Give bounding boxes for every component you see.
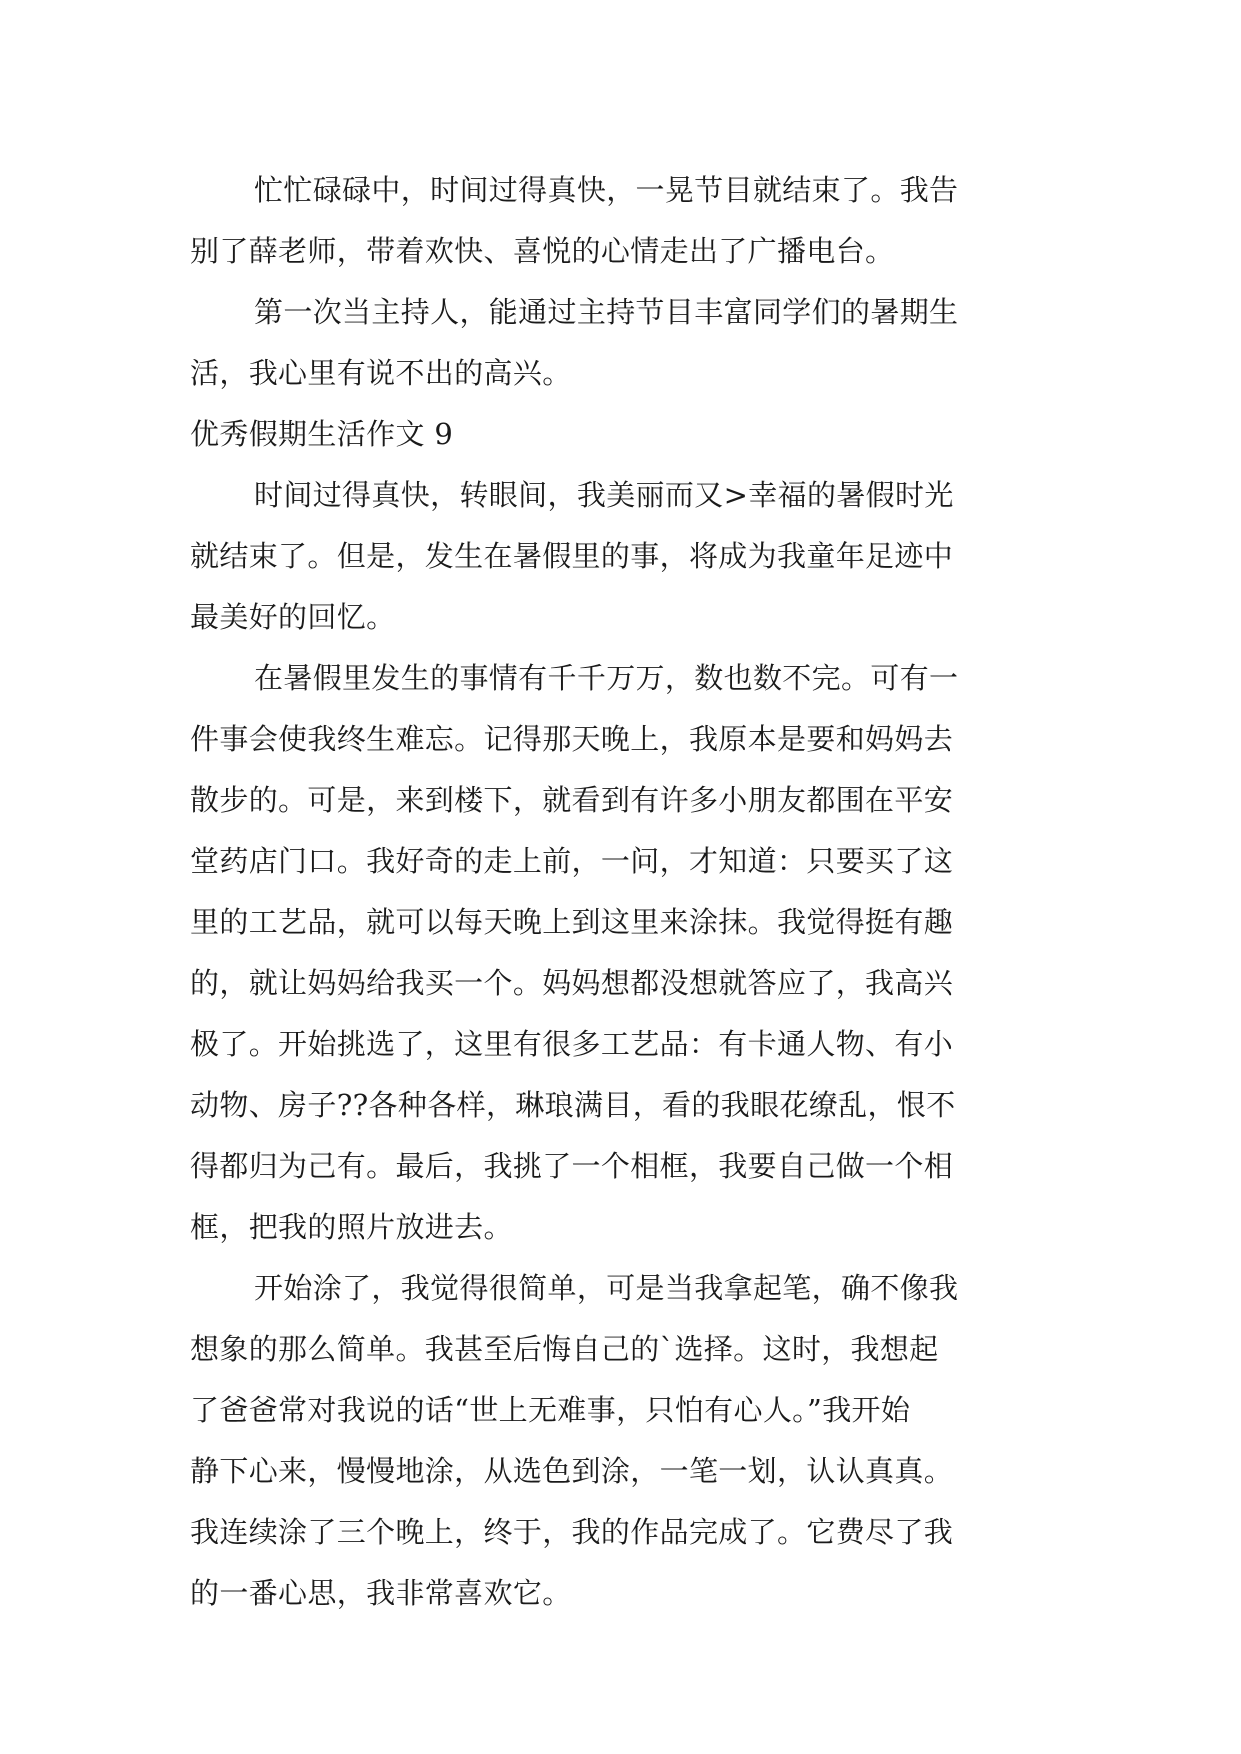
paragraph-line: 第一次当主持人，能通过主持节目丰富同学们的暑期生 — [254, 295, 959, 329]
paragraph-line: 忙忙碌碌中，时间过得真快，一晃节目就结束了。我告 — [254, 173, 959, 207]
paragraph-line: 件事会使我终生难忘。记得那天晚上，我原本是要和妈妈去 — [190, 722, 954, 756]
paragraph-line: 极了。开始挑选了，这里有很多工艺品：有卡通人物、有小 — [190, 1027, 954, 1061]
paragraph-line: 框，把我的照片放进去。 — [190, 1210, 513, 1244]
paragraph-line: 时间过得真快，转眼间，我美丽而又>幸福的暑假时光 — [254, 478, 954, 512]
paragraph-line: 开始涂了，我觉得很简单，可是当我拿起笔，确不像我 — [254, 1271, 959, 1305]
paragraph-line: 想象的那么简单。我甚至后悔自己的`选择。这时，我想起 — [190, 1332, 939, 1366]
paragraph-line: 里的工艺品，就可以每天晚上到这里来涂抹。我觉得挺有趣 — [190, 905, 954, 939]
paragraph-line: 就结束了。但是，发生在暑假里的事，将成为我童年足迹中 — [190, 539, 954, 573]
paragraph-line: 得都归为己有。最后，我挑了一个相框，我要自己做一个相 — [190, 1149, 954, 1183]
paragraph-line: 静下心来，慢慢地涂，从选色到涂，一笔一划，认认真真。 — [190, 1454, 954, 1488]
document-body — [190, 160, 1080, 1624]
paragraph-line: 散步的。可是，来到楼下，就看到有许多小朋友都围在平安 — [190, 783, 954, 817]
paragraph-line: 动物、房子??各种各样，琳琅满目，看的我眼花缭乱，恨不 — [190, 1088, 956, 1122]
paragraph-line: 在暑假里发生的事情有千千万万，数也数不完。可有一 — [254, 661, 959, 695]
paragraph-line: 活，我心里有说不出的高兴。 — [190, 356, 572, 390]
section-heading: 优秀假期生活作文 9 — [190, 417, 454, 451]
paragraph-line: 了爸爸常对我说的话“世上无难事，只怕有心人。”我开始 — [190, 1393, 911, 1427]
paragraph-line: 堂药店门口。我好奇的走上前，一问，才知道：只要买了这 — [190, 844, 954, 878]
paragraph-line: 的，就让妈妈给我买一个。妈妈想都没想就答应了，我高兴 — [190, 966, 954, 1000]
paragraph-line: 的一番心思，我非常喜欢它。 — [190, 1576, 572, 1610]
paragraph-line: 别了薛老师，带着欢快、喜悦的心情走出了广播电台。 — [190, 234, 895, 268]
paragraph-line: 我连续涂了三个晚上，终于，我的作品完成了。它费尽了我 — [190, 1515, 954, 1549]
paragraph-line: 最美好的回忆。 — [190, 600, 396, 634]
